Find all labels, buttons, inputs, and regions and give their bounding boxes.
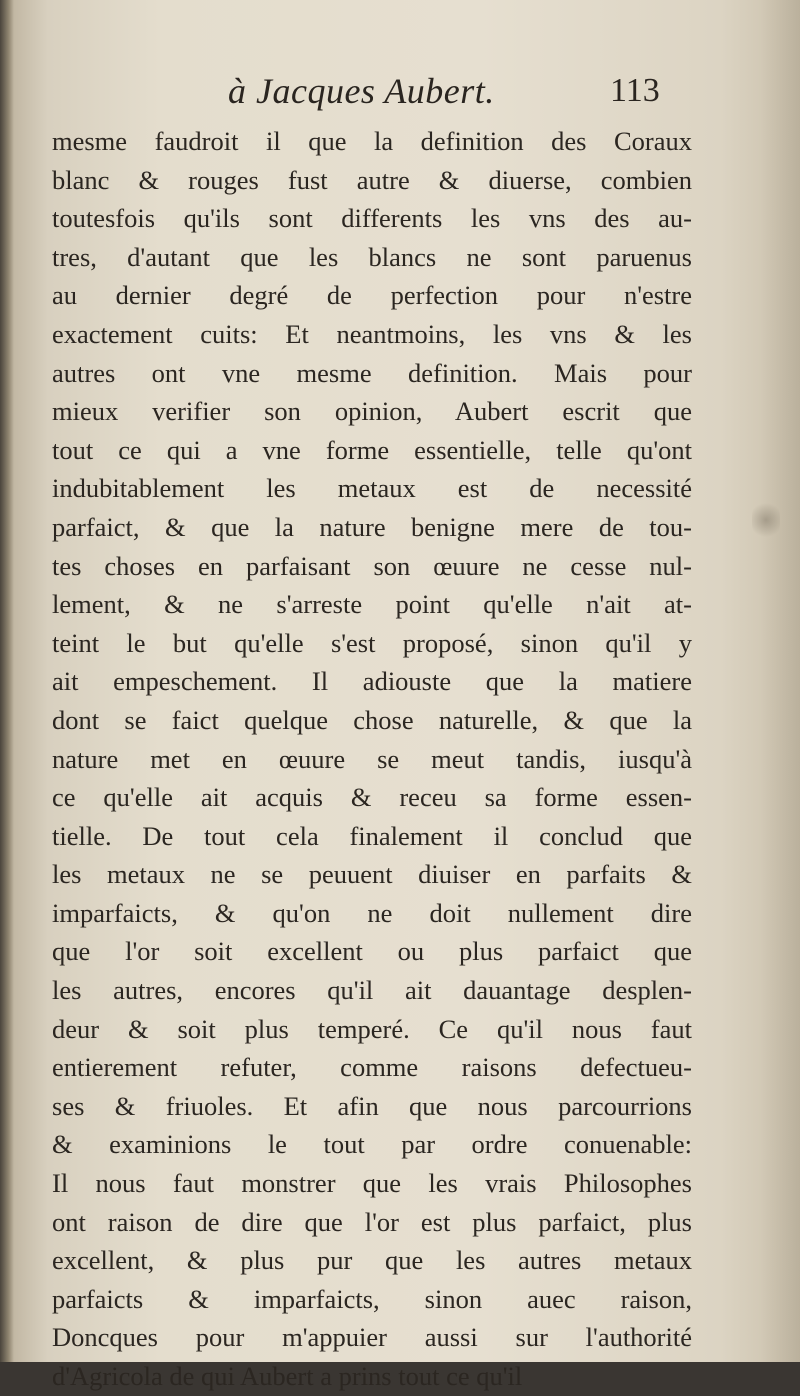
body-text <box>52 122 692 1396</box>
page-header <box>0 70 800 130</box>
text-line: nature met en œuure se meut tandis, iusqu'à <box>52 743 692 774</box>
text-line: les autres, encores qu'il ait dauantage desplen- <box>52 975 692 1006</box>
text-line: d'Agricola de qui Aubert a prins tout ce qu'il <box>52 1361 523 1391</box>
text-line: tres, d'autant que les blancs ne sont paruenus <box>52 241 692 272</box>
running-head: à Jacques Aubert. <box>228 71 495 111</box>
text-line: & examinions le tout par ordre conuenable: <box>52 1129 692 1160</box>
text-line: Doncques pour m'appuier aussi sur l'authorité <box>52 1322 692 1353</box>
text-line: autres ont vne mesme definition. Mais pour <box>52 357 692 388</box>
text-line: teint le but qu'elle s'est proposé, sinon qu'il y <box>52 627 692 658</box>
text-line: imparfaicts, & qu'on ne doit nullement dire <box>52 897 692 928</box>
text-line: parfaicts & imparfaicts, sinon auec raison, <box>52 1283 692 1314</box>
text-line: ait empeschement. Il adiouste que la matiere <box>52 666 692 697</box>
text-line: ce qu'elle ait acquis & receu sa forme essen- <box>52 782 692 813</box>
text-line: ont raison de dire que l'or est plus parfaict, plus <box>52 1206 692 1237</box>
page-edge-shadow <box>760 0 800 1362</box>
text-line: lement, & ne s'arreste point qu'elle n'ait at- <box>52 589 692 620</box>
text-line: excellent, & plus pur que les autres metaux <box>52 1245 692 1276</box>
text-line: tout ce qui a vne forme essentielle, telle qu'ont <box>52 434 692 465</box>
text-line: ses & friuoles. Et afin que nous parcourrions <box>52 1090 692 1121</box>
text-line: au dernier degré de perfection pour n'estre <box>52 280 692 311</box>
text-line: blanc & rouges fust autre & diuerse, combien <box>52 164 692 195</box>
text-line: tielle. De tout cela finalement il conclud que <box>52 820 692 851</box>
text-line: Il nous faut monstrer que les vrais Philosophes <box>52 1168 692 1199</box>
text-line: deur & soit plus temperé. Ce qu'il nous faut <box>52 1013 692 1044</box>
text-line: tes choses en parfaisant son œuure ne cesse nul- <box>52 550 692 581</box>
text-line: les metaux ne se peuuent diuiser en parfaits & <box>52 859 692 890</box>
text-line: parfaict, & que la nature benigne mere de tou- <box>52 511 692 542</box>
text-line: mesme faudroit il que la definition des Coraux <box>52 126 692 156</box>
text-line: entierement refuter, comme raisons defectueu- <box>52 1052 692 1083</box>
text-line: dont se faict quelque chose naturelle, & que la <box>52 704 692 735</box>
text-line: indubitablement les metaux est de necessité <box>52 473 692 504</box>
text-line: exactement cuits: Et neantmoins, les vns & les <box>52 318 692 349</box>
text-line: que l'or soit excellent ou plus parfaict que <box>52 936 692 967</box>
page-number: 113 <box>610 72 660 109</box>
text-line: mieux verifier son opinion, Aubert escrit que <box>52 396 692 427</box>
text-line: toutesfois qu'ils sont differents les vns des au- <box>52 203 692 234</box>
